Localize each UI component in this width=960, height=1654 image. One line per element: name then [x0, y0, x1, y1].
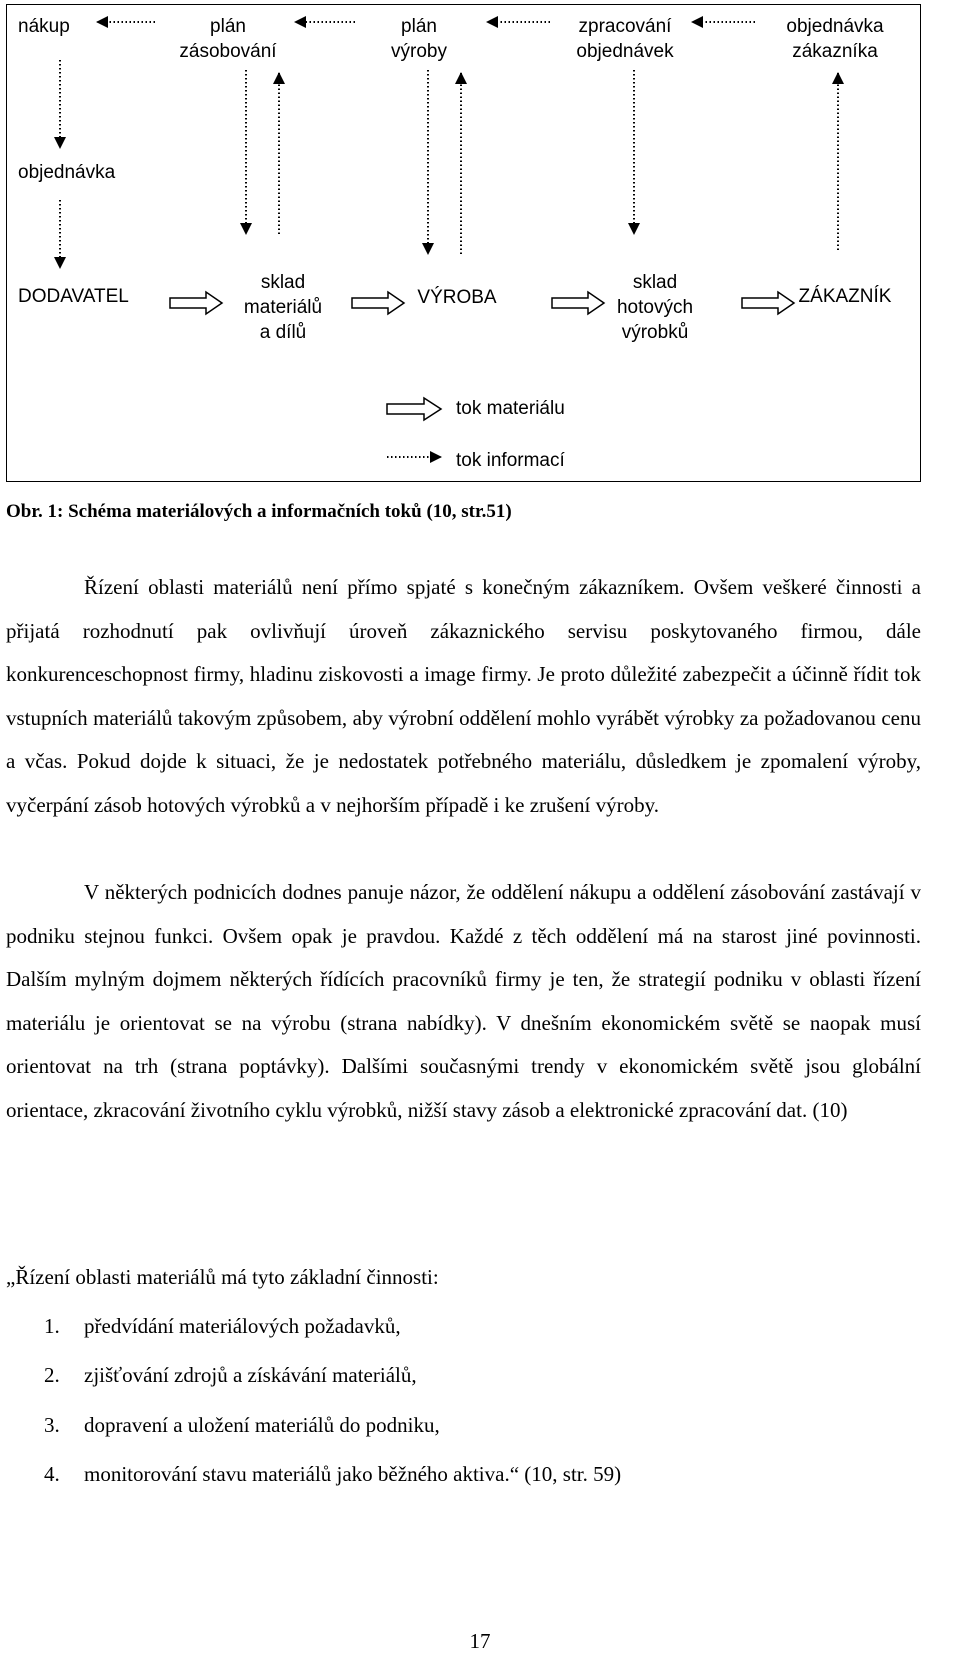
legend-material-label: tok materiálu	[456, 398, 565, 419]
node-zpracovani-objednavek	[560, 14, 690, 64]
node-text-line: sklad	[260, 272, 306, 293]
list-item: 3. dopravení a uložení materiálů do podniku,	[44, 1413, 440, 1437]
node-sklad-hotovych-vyrobku	[600, 270, 710, 345]
node-text-line: hotových	[616, 297, 694, 318]
node-text-line: objednávek	[576, 41, 674, 62]
node-text-line: ZÁKAZNÍK	[798, 286, 892, 307]
node-text-line: objednávka	[786, 16, 884, 37]
node-text-line: výrobků	[621, 322, 689, 343]
legend-information-label: tok informací	[456, 450, 565, 471]
material-arrow	[352, 292, 404, 314]
node-text-line: materiálů	[243, 297, 323, 318]
node-dodavatel: DODAVATEL	[18, 286, 129, 307]
quote-intro: „Řízení oblasti materiálů má tyto základní činnosti:	[6, 1265, 439, 1289]
paragraph: V některých podnicích dodnes panuje názor, že oddělení nákupu a oddělení zásobování zastávají v podniku stejnou funkci. Ovšem opak je pravdou. Každé z těch oddělení má na starost jiné povinnosti. Dalším mylným dojmem některých řídících pracovníků firmy je ten, že strategií podniku v oblasti řízení materiálu je orientovat se na výrobu (strana nabídky). V dnešním ekonomickém světě se naopak musí orientovat na trh (strana poptávky). Dalšími současnými trendy v ekonomickém světě jsou globální orientace, zkracování životního cyklu výrobků, nižší stavy zásob a elektronické zpracování dat. (10)	[6, 880, 921, 1122]
node-vyroba	[412, 285, 502, 310]
node-text-line: plán	[401, 16, 437, 37]
node-plan-vyroby	[374, 14, 464, 64]
node-text-line: plán	[210, 16, 246, 37]
node-text-line: zásobování	[179, 41, 277, 62]
legend-material-arrow	[387, 398, 441, 420]
node-sklad-materialu	[228, 270, 338, 345]
node-text-line: zákazníka	[792, 41, 878, 62]
figure-caption: Obr. 1: Schéma materiálových a informačních toků (10, str.51)	[6, 501, 512, 522]
material-arrow	[552, 292, 604, 314]
node-text-line: a dílů	[259, 322, 307, 343]
paragraph: Řízení oblasti materiálů není přímo spjaté s konečným zákazníkem. Ovšem veškeré činnosti a přijatá rozhodnutí pak ovlivňují úroveň zákaznického servisu poskytovaného firmou, dále konkurenceschopnost firmy, hladinu ziskovosti a image firmy. Je proto důležité zabezpečit a účinně řídit tok vstupních materiálů takovým způsobem, aby výrobní oddělení mohlo vyrábět výrobky za požadovanou cenu a včas. Pokud dojde k situaci, že je nedostatek potřebného materiálu, důsledkem je zpomalení výroby, vyčerpání zásob hotových výrobků a v nejhorším případě i ke zrušení výroby.	[6, 575, 921, 817]
material-arrow	[170, 292, 222, 314]
node-objednavka: objednávka	[18, 162, 116, 183]
page-number: 17	[469, 1629, 491, 1653]
node-text-line: sklad	[632, 272, 678, 293]
node-nakup: nákup	[18, 16, 70, 37]
node-objednavka-zakaznika	[770, 14, 900, 64]
list-item: 4. monitorování stavu materiálů jako běžného aktiva.“ (10, str. 59)	[44, 1462, 622, 1486]
flow-arrows	[0, 0, 960, 500]
list-item: 1. předvídání materiálových požadavků,	[44, 1314, 401, 1338]
node-text-line: zpracování	[578, 16, 672, 37]
node-zakaznik	[780, 284, 910, 309]
node-text-line: VÝROBA	[417, 287, 497, 308]
node-text-line: výroby	[391, 41, 447, 62]
list-item: 2. zjišťování zdrojů a získávání materiálů,	[44, 1363, 417, 1387]
node-plan-zasobovani	[168, 14, 288, 64]
